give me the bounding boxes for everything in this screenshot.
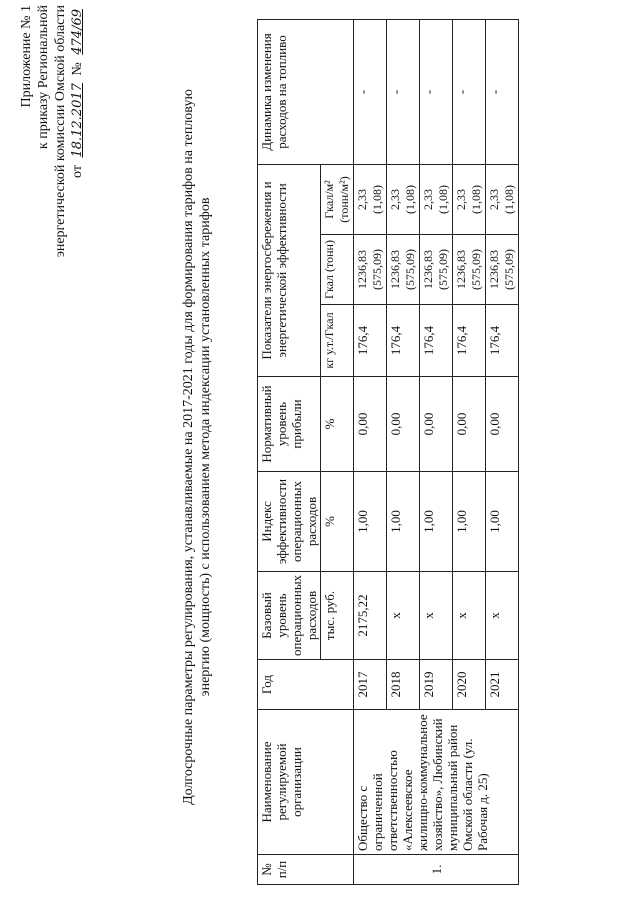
document-title [180,17,214,877]
title-line-1: Долгосрочные параметры регулирования, устанавливаемые на 2017-2021 годы для формирования тарифов на тепловую [181,89,196,805]
appendix-title: Приложение № 1 [19,5,34,108]
header-num: № п/п [258,855,354,885]
gcal-m2-tonnes: (1,08) [403,185,417,214]
appendix-commission-line: энергетической комиссии Омской области [53,5,68,258]
cell-profit: 0,00 [453,377,486,472]
gcal-value: 1236,83 [388,250,402,289]
parameters-table [257,19,519,885]
gcal-m2-value: 2,33 [355,189,369,210]
cell-dynamics: - [486,19,519,164]
gcal-tonnes: (575,09) [370,249,384,290]
header-base: Базовый уровень операционных расходов [258,572,321,660]
cell-index: 1,00 [420,472,453,572]
cell-dynamics: - [420,19,453,164]
cell-kg: 176,4 [354,305,387,377]
cell-dynamics: - [453,19,486,164]
gcal-m2-tonnes: (1,08) [469,185,483,214]
appendix-date-line [69,5,86,265]
cell-dynamics: - [387,19,420,164]
cell-dynamics: - [354,19,387,164]
gcal-tonnes: (575,09) [436,249,450,290]
cell-kg: 176,4 [387,305,420,377]
unit-energy-gcal-m2: Гкал/м² (тонн/м²) [321,164,354,234]
appendix-block [18,5,86,265]
cell-profit: 0,00 [387,377,420,472]
cell-gcal-m2 [354,164,387,234]
cell-year: 2018 [387,660,420,710]
gcal-m2-tonnes: (1,08) [502,185,516,214]
gcal-m2-tonnes: (1,08) [370,185,384,214]
date-signature: 18.12.2017 [70,83,85,158]
cell-base: 2175,22 [354,572,387,660]
organization-name: Общество с ограниченной ответственностью «Алексеевское жилищно-коммунальное хозяйство», Любинский муниципальный район Омской области (ул. Рабочая д. 25) [354,710,519,855]
gcal-value: 1236,83 [487,250,501,289]
header-profit: Нормативный уровень прибыли [258,377,321,472]
cell-kg: 176,4 [486,305,519,377]
cell-profit: 0,00 [486,377,519,472]
number-signature: 474/69 [70,9,85,55]
gcal-m2-tonnes: (1,08) [436,185,450,214]
cell-gcal [387,235,420,305]
cell-year: 2020 [453,660,486,710]
cell-base: х [420,572,453,660]
cell-base: х [387,572,420,660]
gcal-tonnes: (575,09) [403,249,417,290]
gcal-m2-value: 2,33 [487,189,501,210]
number-label: № [70,62,85,76]
gcal-m2-value: 2,33 [421,189,435,210]
cell-profit: 0,00 [420,377,453,472]
row-number: 1. [354,855,519,885]
cell-profit: 0,00 [354,377,387,472]
cell-gcal-m2 [453,164,486,234]
gcal-value: 1236,83 [355,250,369,289]
cell-kg: 176,4 [420,305,453,377]
from-label: от [70,165,85,178]
cell-base: х [453,572,486,660]
cell-gcal-m2 [486,164,519,234]
cell-gcal [420,235,453,305]
gcal-m2-value: 2,33 [454,189,468,210]
header-energy: Показатели энергосбережения и энергетической эффективности [258,164,321,376]
cell-gcal [354,235,387,305]
unit-energy-kg: кг у.т./Гкал [321,305,354,377]
unit-base: тыс. руб. [321,572,354,660]
table-row [354,19,387,884]
cell-year: 2017 [354,660,387,710]
appendix-order-line: к приказу Региональной [36,5,51,150]
gcal-m2-value: 2,33 [388,189,402,210]
cell-index: 1,00 [453,472,486,572]
unit-index: % [321,472,354,572]
header-row [258,19,321,884]
cell-index: 1,00 [387,472,420,572]
unit-energy-gcal: Гкал (тонн) [321,235,354,305]
cell-year: 2021 [486,660,519,710]
cell-index: 1,00 [354,472,387,572]
cell-gcal [486,235,519,305]
header-org: Наименование регулируемой организации [258,710,354,855]
header-dynamics: Динамика изменения расходов на топливо [258,19,354,164]
cell-base: х [486,572,519,660]
title-line-2: энергию (мощность) с использованием метода индексации установленных тарифов [198,197,213,697]
header-index: Индекс эффективности операционных расходов [258,472,321,572]
gcal-value: 1236,83 [454,250,468,289]
cell-kg: 176,4 [453,305,486,377]
cell-index: 1,00 [486,472,519,572]
cell-gcal-m2 [420,164,453,234]
unit-profit: % [321,377,354,472]
cell-gcal-m2 [387,164,420,234]
cell-gcal [453,235,486,305]
gcal-tonnes: (575,09) [502,249,516,290]
gcal-value: 1236,83 [421,250,435,289]
gcal-tonnes: (575,09) [469,249,483,290]
cell-year: 2019 [420,660,453,710]
header-year: Год [258,660,354,710]
